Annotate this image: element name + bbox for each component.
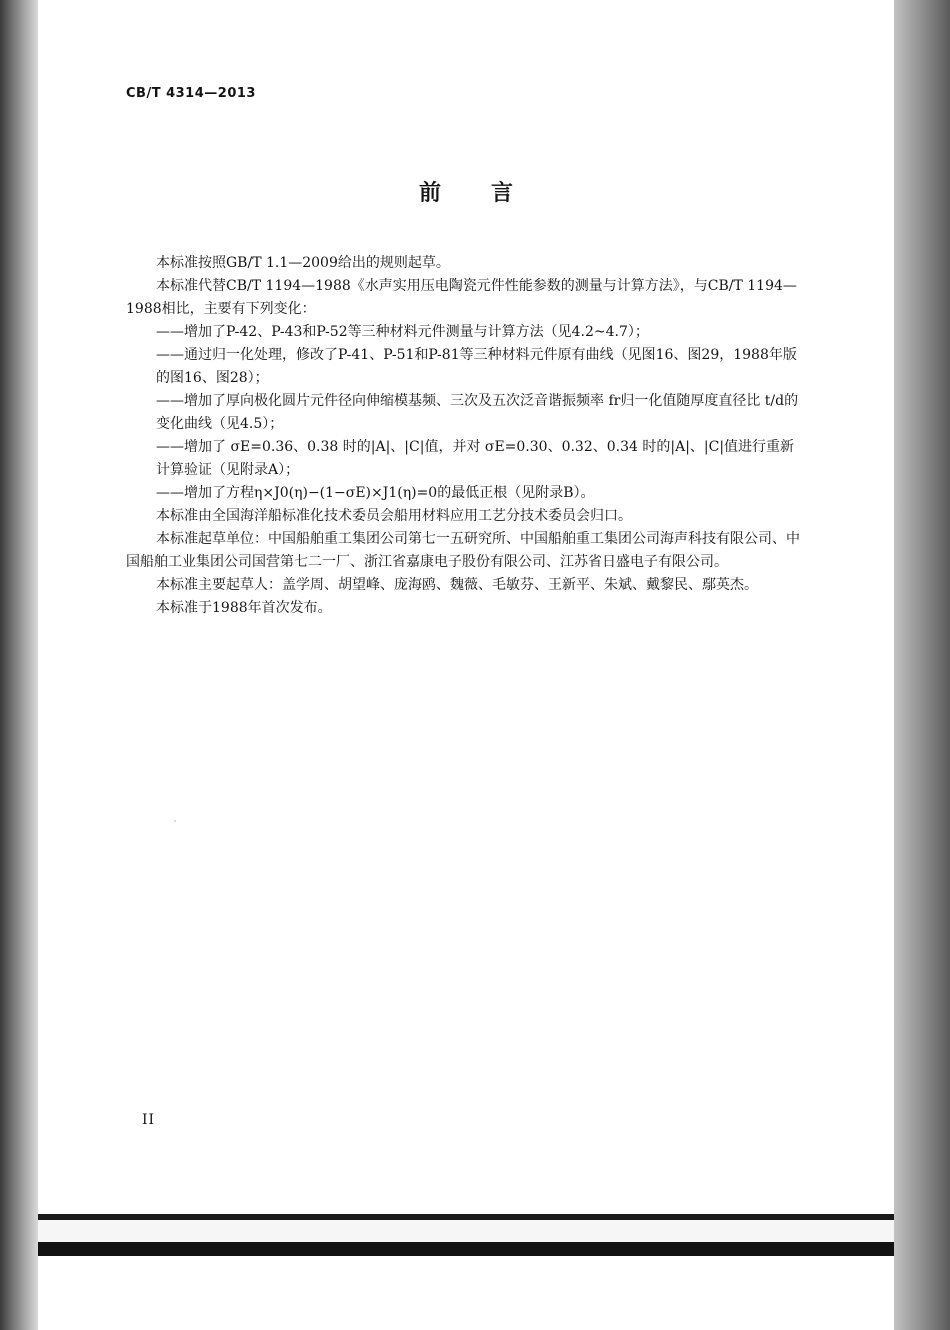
bottom-rule-thick — [38, 1242, 894, 1256]
paragraph-drafting-rules: 本标准按照GB/T 1.1—2009给出的规则起草。 — [156, 255, 450, 271]
page-title: 前言 — [418, 180, 563, 206]
paragraph-replaces: 本标准代替CB/T 1194—1988《水声实用压电陶瓷元件性能参数的测量与计算方法》，与CB/T 1194—1988相比，主要有下列变化： — [126, 278, 797, 317]
bottom-rule-gap — [38, 1220, 894, 1242]
change-item-4: ——增加了 σE=0.36、0.38 时的|A|、|C|值，并对 σE=0.30、0.32、0.34 时的|A|、|C|值进行重新计算验证（见附录A）； — [156, 439, 795, 478]
change-item-2: ——通过归一化处理，修改了P-41、P-51和P-81等三种材料元件原有曲线（见图16、图29，1988年版的图16、图28）； — [156, 347, 797, 386]
scan-left-border — [0, 0, 38, 1330]
foreword-body — [126, 252, 806, 620]
paragraph-committee: 本标准由全国海洋船标准化技术委员会船用材料应用工艺分技术委员会归口。 — [156, 508, 632, 524]
page-bottom-margin — [38, 1256, 894, 1330]
paragraph-drafters: 本标准主要起草人：盖学周、胡望峰、庞海鸥、魏薇、毛敏芬、王新平、朱斌、戴黎民、鄢英杰。 — [156, 577, 758, 593]
scan-right-border — [894, 0, 950, 1330]
change-item-1: ——增加了P-42、P-43和P-52等三种材料元件测量与计算方法（见4.2~4.7）； — [156, 324, 649, 340]
paragraph-first-release: 本标准于1988年首次发布。 — [156, 600, 332, 616]
standard-code: CB/T 4314—2013 — [126, 86, 256, 101]
change-item-3: ——增加了厚向极化圆片元件径向伸缩模基频、三次及五次泛音谐振频率 fr归一化值随厚度直径比 t/d的变化曲线（见4.5）； — [156, 393, 799, 432]
change-item-5: ——增加了方程η×J0(η)−(1−σE)×J1(η)=0的最低正根（见附录B）。 — [156, 485, 595, 501]
paragraph-drafting-units: 本标准起草单位：中国船舶重工集团公司第七一五研究所、中国船舶重工集团公司海声科技有限公司、中国船舶工业集团公司国营第七二一厂、浙江省嘉康电子股份有限公司、江苏省日盛电子有限公司。 — [126, 531, 800, 570]
scan-speck — [174, 820, 176, 822]
document-page — [38, 0, 894, 1330]
page-number: II — [142, 1112, 156, 1128]
